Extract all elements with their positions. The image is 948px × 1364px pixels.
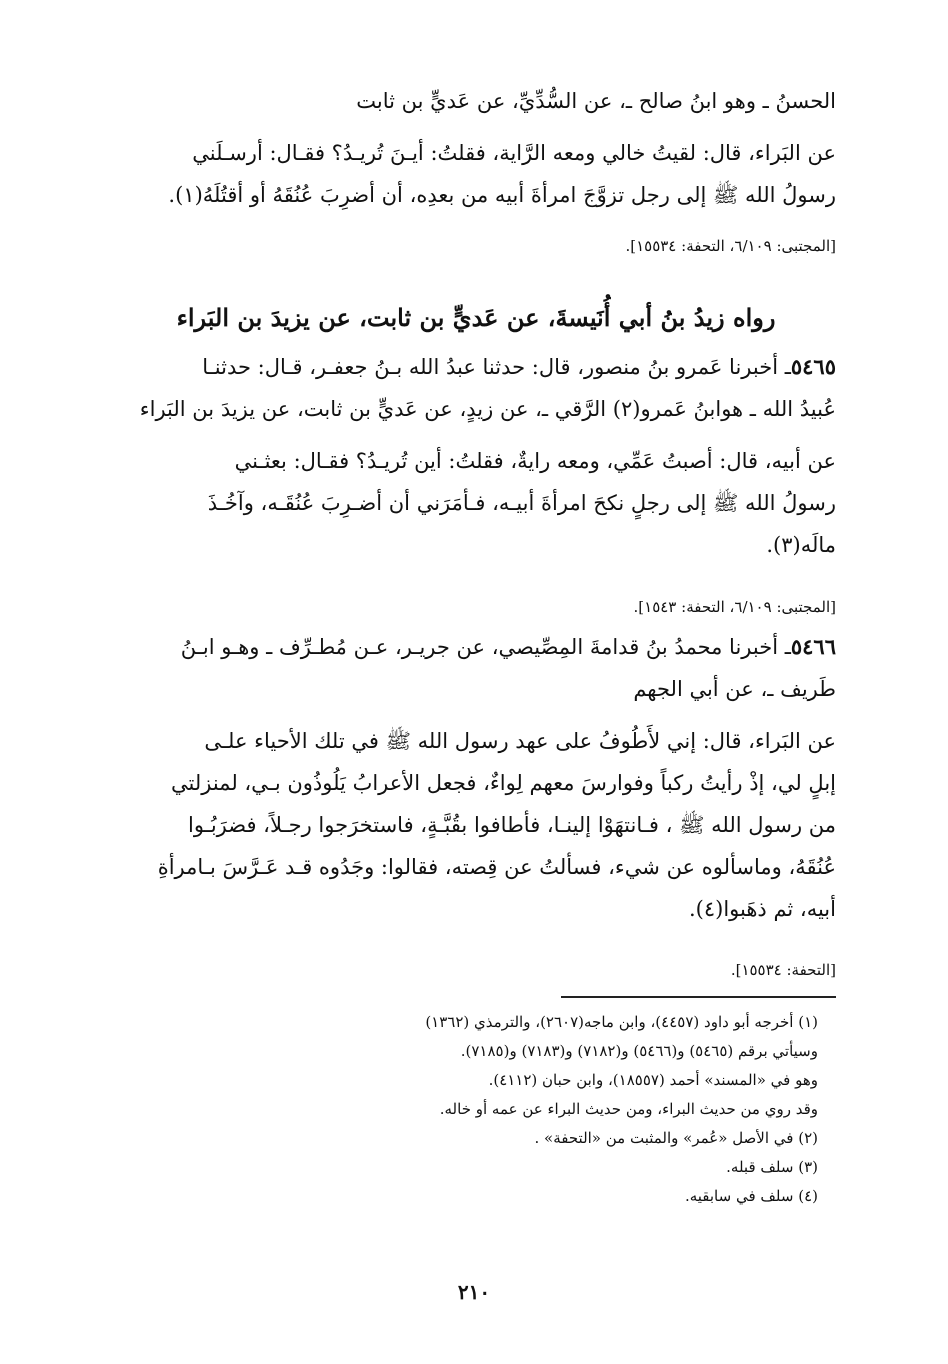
text-line: من رسول الله ﷺ ، فـانتهَوْا إلينـا، فأطافوا بقُبَّـةٍ، فاستخرَجوا رجـلاً، فضرَبُـوا <box>187 813 836 837</box>
footnote-line: (٤) سلف في سابقيه. <box>684 1187 818 1205</box>
text-line: ٥٤٦٥ـ أخبرنا عَمرو بنُ منصور، قال: حدثنا عبدُ الله بـنُ جعفـر، قـال: حدثنـا <box>202 354 836 379</box>
footnote-line: (٣) سلف قبله. <box>726 1158 818 1176</box>
text-line: مالَه(٣). <box>766 533 836 557</box>
reference-note: [المجتبى: ٦/١٠٩، التحفة: ١٥٥٣٤]. <box>625 237 836 255</box>
footnotes <box>200 1008 818 1211</box>
continuation-paragraph <box>116 80 836 216</box>
page-number: ٢١٠ <box>457 1280 491 1304</box>
hadith-number: ٥٤٦٦ <box>790 634 836 659</box>
footnote-line: (٢) في الأصل «عُمر» والمثبت من «التحفة» . <box>534 1129 818 1147</box>
hadith-5465 <box>116 346 836 566</box>
section-heading: رواه زيدُ بنُ أبي أُنَيسةَ، عن عَديٍّ بن ثابت، عن يزيدَ بن البَراء <box>176 303 776 332</box>
text-line: طَريف ـ، عن أبي الجهم <box>633 677 836 701</box>
text-line: عن البَراء، قال: إني لأَطُوفُ على عهد رسول الله ﷺ في تلك الأحياء علـى <box>204 729 836 753</box>
footnote-line: وسيأتي برقم (٥٤٦٥) و(٥٤٦٦) و(٧١٨٢) و(٧١٨٣) و(٧١٨٥). <box>460 1042 818 1060</box>
text-line: عُبيدُ الله ـ هوابنُ عَمرو(٢) الرَّقي ـ، عن زيدٍ، عن عَديٍّ بن ثابت، عن يزيدَ بن البَراء <box>139 397 836 421</box>
footnote-divider <box>561 996 836 998</box>
reference-note: [التحفة: ١٥٥٣٤]. <box>730 961 836 979</box>
footnote-line: وقد روي من حديث البراء، ومن حديث البراء عن عمه أو خاله. <box>439 1100 818 1118</box>
text-line: رسولُ الله ﷺ إلى رجل تزوَّجَ امرأةَ أبيه من بعدِه، أن أضرِبَ عُنُقَهُ أو أقتُلَهُ(١). <box>168 183 836 207</box>
footnote-line: (١) أخرجه أبو داود (٤٤٥٧)، وابن ماجه(٢٦٠٧)، والترمذي (١٣٦٢) <box>425 1013 818 1031</box>
text-line: عن أبيه، قال: أصبتُ عَمِّي، ومعه رايةٌ، فقلتُ: أين تُريـدُ؟ فقـال: بعثـني <box>234 449 836 473</box>
text-line: عن البَراء، قال: لقيتُ خالي ومعه الرَّاية، فقلتُ: أيـنَ تُريـدُ؟ فقـال: أرسـلَني <box>192 141 836 165</box>
hadith-number: ٥٤٦٥ <box>790 354 836 379</box>
hadith-5466 <box>116 626 836 930</box>
text-line: رسولُ الله ﷺ إلى رجلٍ نكحَ امرأةَ أبيـه، فـأمَرَني أن أضـرِبَ عُنُقَـه، وآخُـذَ <box>207 491 836 515</box>
reference-note: [المجتبى: ٦/١٠٩، التحفة: ١٥٤٣]. <box>633 598 836 616</box>
footnote-line: وهو في «المسند» أحمد (١٨٥٥٧)، وابن حبان (٤١١٢). <box>488 1071 818 1089</box>
text-line: الحسنُ ـ وهو ابنُ صالح ـ، عن السُّدِّيِّ، عن عَديٍّ بن ثابت <box>356 89 836 113</box>
text-line: عُنُقَهُ، وماسألوه عن شيء، فسألتُ عن قِصته، فقالوا: وجَدُوه قـد عَـرَّسَ بـامرأةِ <box>157 855 836 879</box>
text-line: أبيه، ثم ذهَبوا(٤). <box>688 897 836 921</box>
text-line: ٥٤٦٦ـ أخبرنا محمدُ بنُ قدامةَ المِصِّيصي، عن جريـر، عـن مُطـرِّف ـ وهـو ابـنُ <box>180 634 836 659</box>
text-line: إبلٍ لي، إذْ رأيتُ ركباً وفوارسَ معهم لِواءٌ، فجعل الأعرابُ يَلُوذُون بـي، لمنزلتي <box>171 771 836 795</box>
